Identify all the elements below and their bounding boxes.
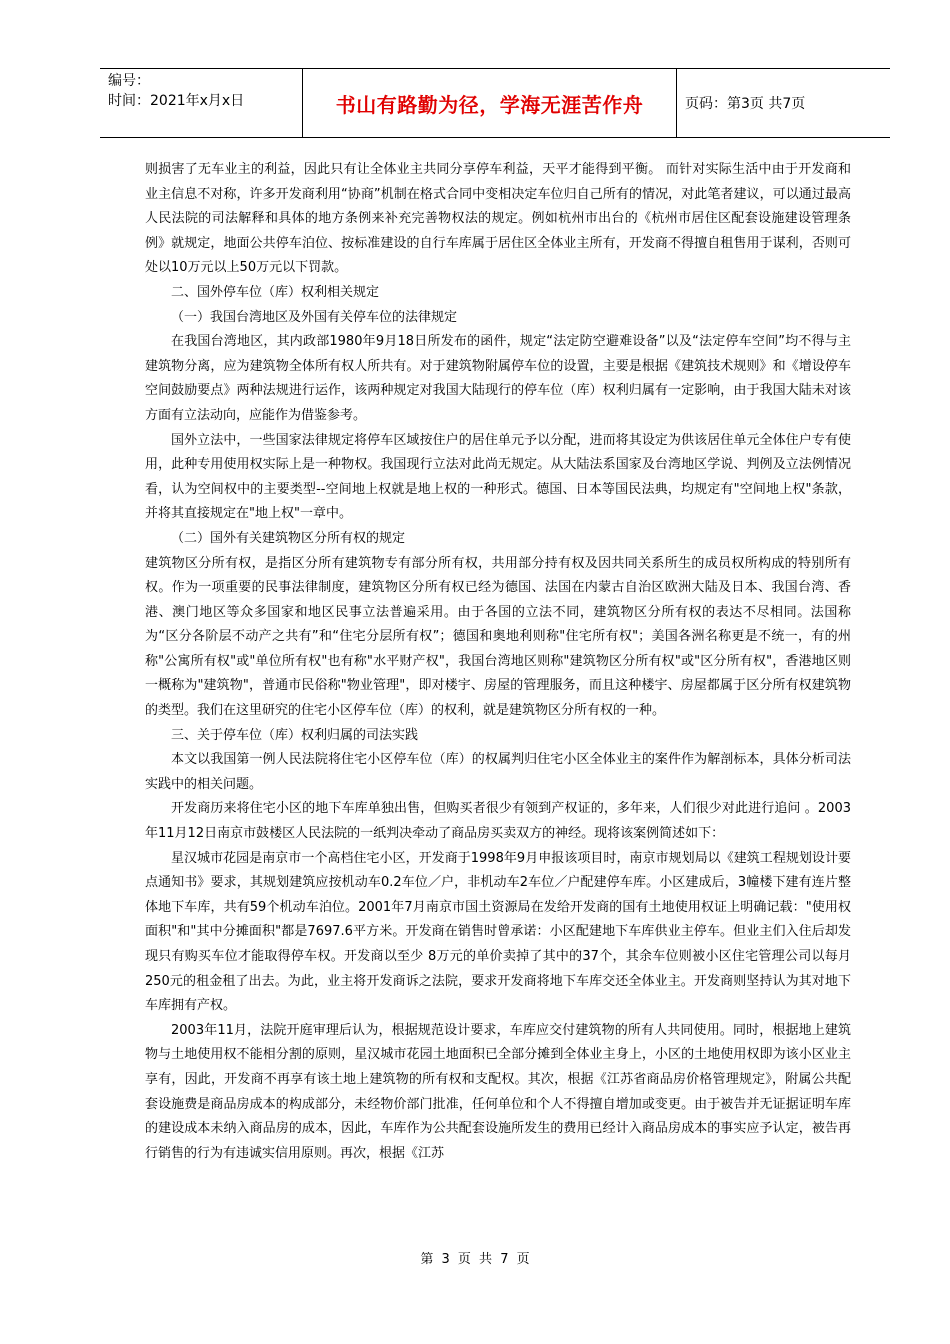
subsection-heading-2-1: （一）我国台湾地区及外国有关停车位的法律规定 (171, 309, 458, 325)
document-number-label: 编号： (108, 73, 150, 89)
header-motto: 书山有路勤为径，学海无涯苦作舟 (303, 69, 677, 137)
section-heading-3: 三、关于停车位（库）权利归属的司法实践 (171, 727, 419, 743)
header-meta (100, 69, 303, 137)
document-time-label: 时间：2021年x月x日 (108, 93, 245, 109)
paragraph-foreign-legislation: 国外立法中，一些国家法律规定将停车区域按住户的居住单元予以分配，进而将其设定为供该居住单元全体住户专有使用，此种专用使用权实际上是一种物权。我国现行立法对此尚无规定。从大陆法系国家及台湾地区学说、判例及立法例情况看，认为空间权中的主要类型--空间地上权就是地上权的一种形式。德国、日本等国民法典，均规定有"空间地上权"条款，并将其直接规定在"地上权"一章中。 (145, 432, 851, 522)
paragraph-case-facts: 星汉城市花园是南京市一个高档住宅小区，开发商于1998年9月申报该项目时，南京市规划局以《建筑工程规划设计要点通知书》要求，其规划建筑应按机动车0.2车位／户，非机动车2车位／户配建停车库。小区建成后，3幢楼下建有连片整体地下车库，共有59个机动车泊位。2001年7月南京市国土资源局在发给开发商的国有土地使用权证上明确记载："使用权面积"和"其中分摊面积"都是7697.6平方米。开发商在销售时曾承诺：小区配建地下车库供业主停车。但业主们入住后却发现只有购买车位才能取得停车权。开发商以至少 8万元的单价卖掉了其中的37个，其余车位则被小区住宅管理公司以每月250元的租金租了出去。为此，业主将开发商诉之法院，要求开发商将地下车库交还全体业主。开发商则坚持认为其对地下车库拥有产权。 (145, 850, 851, 1014)
paragraph-case-intro: 本文以我国第一例人民法院将住宅小区停车位（库）的权属判归住宅小区全体业主的案件作为解剖标本，具体分析司法实践中的相关问题。 (145, 752, 851, 792)
paragraph-1: 则损害了无车业主的利益，因此只有让全体业主共同分享停车利益，天平才能得到平衡。 而针对实际生活中由于开发商和业主信息不对称，许多开发商利用“协商”机制在格式合同中变相决定车位归自己所有的情况，对此笔者建议，可以通过最高人民法院的司法解释和具体的地方条例来补充完善物权法的规定。例如杭州市出台的《杭州市居住区配套设施建设管理条例》就规定，地面公共停车泊位、按标准建设的自行车库属于居住区全体业主所有，开发商不得擅自租售用于谋利，否则可处以10万元以上50万元以下罚款。 (145, 162, 851, 276)
paragraph-taiwan: 在我国台湾地区，其内政部1980年9月18日所发布的函件，规定“法定防空避难设备”以及“法定停车空间”均不得与主建筑物分离，应为建筑物全体所有权人所共有。对于建筑物附属停车位的设置，主要是根据《建筑技术规则》和《增设停车空间鼓励要点》两种法规进行运作，该两种规定对我国大陆现行的停车位（库）权利归属有一定影响，由于我国大陆未对该方面有立法动向，应能作为借鉴参考。 (145, 334, 851, 423)
paragraph-court-ruling: 2003年11月，法院开庭审理后认为，根据规范设计要求，车库应交付建筑物的所有人共同使用。同时，根据地上建筑物与土地使用权不能相分割的原则，星汉城市花园土地面积已全部分摊到全体业主身上，小区的土地使用权即为该小区业主享有，因此，开发商不再享有该土地上建筑物的所有权和支配权。其次，根据《江苏省商品房价格管理规定》，附属公共配套设施费是商品房成本的构成部分，未经物价部门批准，任何单位和个人不得擅自增加或变更。由于被告并无证据证明车库的建设成本未纳入商品房的成本，因此，车库作为公共配套设施所发生的费用已经计入商品房成本的事实应予认定，被告再行销售的行为有违诚实信用原则。再次，根据《江苏 (145, 1022, 851, 1161)
header-page-info: 页码：第3页 共7页 (685, 96, 806, 112)
section-heading-2: 二、国外停车位（库）权利相关规定 (171, 284, 380, 300)
paragraph-ownership-definition: 建筑物区分所有权，是指区分所有建筑物专有部分所有权，共用部分持有权及因共同关系所生的成员权所构成的特别所有权。作为一项重要的民事法律制度，建筑物区分所有权已经为德国、法国在内蒙古自治区欧洲大陆及日本、我国台湾、香港、澳门地区等众多国家和地区民事立法普遍采用。由于各国的立法不同，建筑物区分所有权的表达不尽相同。法国称为“区分各阶层不动产之共有”和“住宅分层所有权”；德国和奥地利则称"住宅所有权"；美国各洲名称更是不统一，有的州称"公寓所有权"或"单位所有权"也有称"水平财产权"，我国台湾地区则称"建筑物区分所有权"或"区分所有权"，香港地区则一概称为"建筑物"，普通市民俗称"物业管理"，即对楼宇、房屋的管理服务，而且这种楼宇、房屋都属于区分所有权建筑物的类型。我们在这里研究的住宅小区停车位（库）的权利，就是建筑物区分所有权的一种。 (145, 555, 851, 719)
page-header (100, 68, 890, 138)
subsection-heading-2-2: （二）国外有关建筑物区分所有权的规定 (171, 530, 406, 546)
page-footer: 第 3 页 共 7 页 (420, 1252, 530, 1267)
document-body (145, 158, 851, 1166)
paragraph-case-background: 开发商历来将住宅小区的地下车库单独出售，但购买者很少有领到产权证的，多年来，人们很少对此进行追问 。2003年11月12日南京市鼓楼区人民法院的一纸判决牵动了商品房买卖双方的神经。现将该案例简述如下： (145, 801, 851, 842)
